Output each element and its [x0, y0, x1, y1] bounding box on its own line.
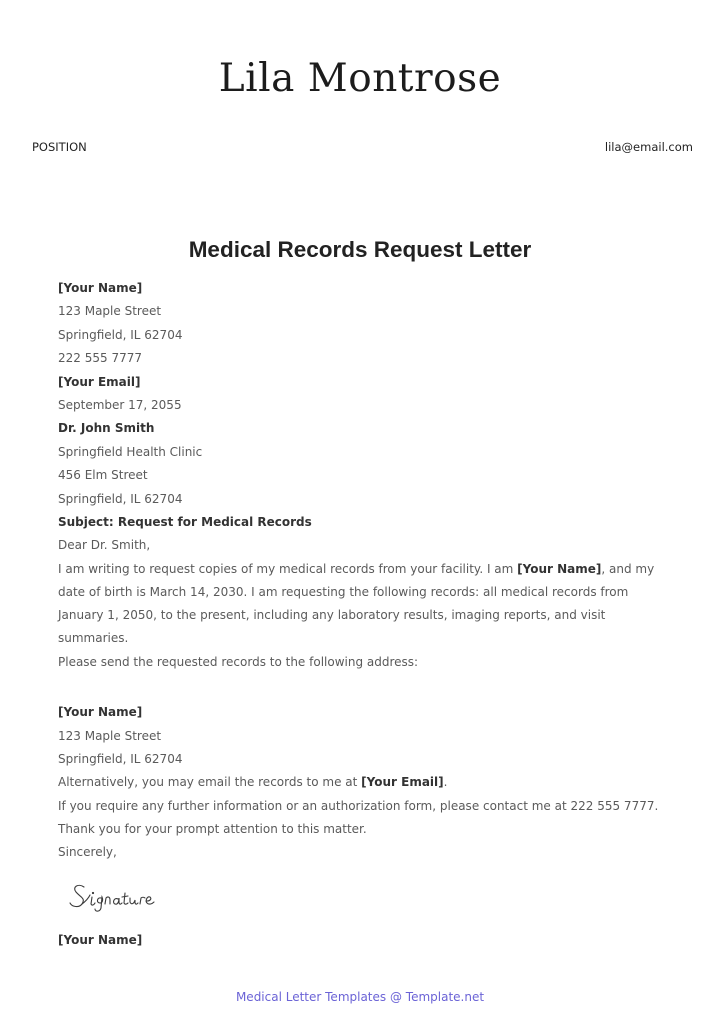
thanks-line: Thank you for your prompt attention to this matter. [58, 821, 367, 836]
further-info: If you require any further information or an authorization form, please contact me at 222 555 7777. [58, 798, 659, 813]
letter-salutation: Dear Dr. Smith, [58, 538, 151, 553]
sender-city: Springfield, IL 62704 [58, 327, 183, 342]
sender-email: [Your Email] [58, 374, 141, 389]
header-name: Lila Montrose [218, 56, 502, 101]
letter-subject: Subject: Request for Medical Records [58, 515, 312, 530]
email-alternative [58, 771, 668, 794]
sender-phone: 222 555 7777 [58, 351, 142, 366]
header-position: POSITION [32, 140, 87, 154]
recipient-street: 456 Elm Street [58, 468, 148, 483]
address-street: 123 Maple Street [58, 728, 162, 743]
request-text-start: I am writing to request copies of my medical records from your facility. I am [58, 561, 518, 576]
letter-title: Medical Records Request Letter [188, 237, 532, 262]
signoff-name: [Your Name] [58, 932, 143, 947]
request-paragraph [58, 558, 668, 651]
request-your-name: [Your Name] [517, 561, 602, 576]
recipient-clinic: Springfield Health Clinic [58, 444, 203, 459]
recipient-name: Dr. John Smith [58, 421, 155, 436]
alternative-email: [Your Email] [361, 775, 444, 790]
letter-date: September 17, 2055 [58, 398, 182, 413]
signature-area [58, 865, 668, 929]
alternative-text-start: Alternatively, you may email the records to me at [58, 775, 362, 790]
footer-credit[interactable]: Medical Letter Templates @ Template.net [235, 990, 485, 1004]
closing: Sincerely, [58, 845, 117, 860]
address-name: [Your Name] [58, 705, 143, 720]
letter-body [58, 277, 668, 952]
sender-street: 123 Maple Street [58, 304, 162, 319]
signature-image [68, 879, 178, 913]
spacer [58, 674, 668, 701]
address-city: Springfield, IL 62704 [58, 751, 183, 766]
send-instruction: Please send the requested records to the following address: [58, 654, 419, 669]
alternative-text-end: . [443, 775, 448, 790]
recipient-city: Springfield, IL 62704 [58, 491, 183, 506]
header-email: lila@email.com [604, 140, 693, 154]
sender-name: [Your Name] [58, 281, 143, 295]
request-text-end: , and my date of birth is March 14, 2030. I am requesting the following records: all medical records from January 1, 2050, to the present, including any laboratory results, imaging reports, and visit summaries. [58, 561, 655, 646]
